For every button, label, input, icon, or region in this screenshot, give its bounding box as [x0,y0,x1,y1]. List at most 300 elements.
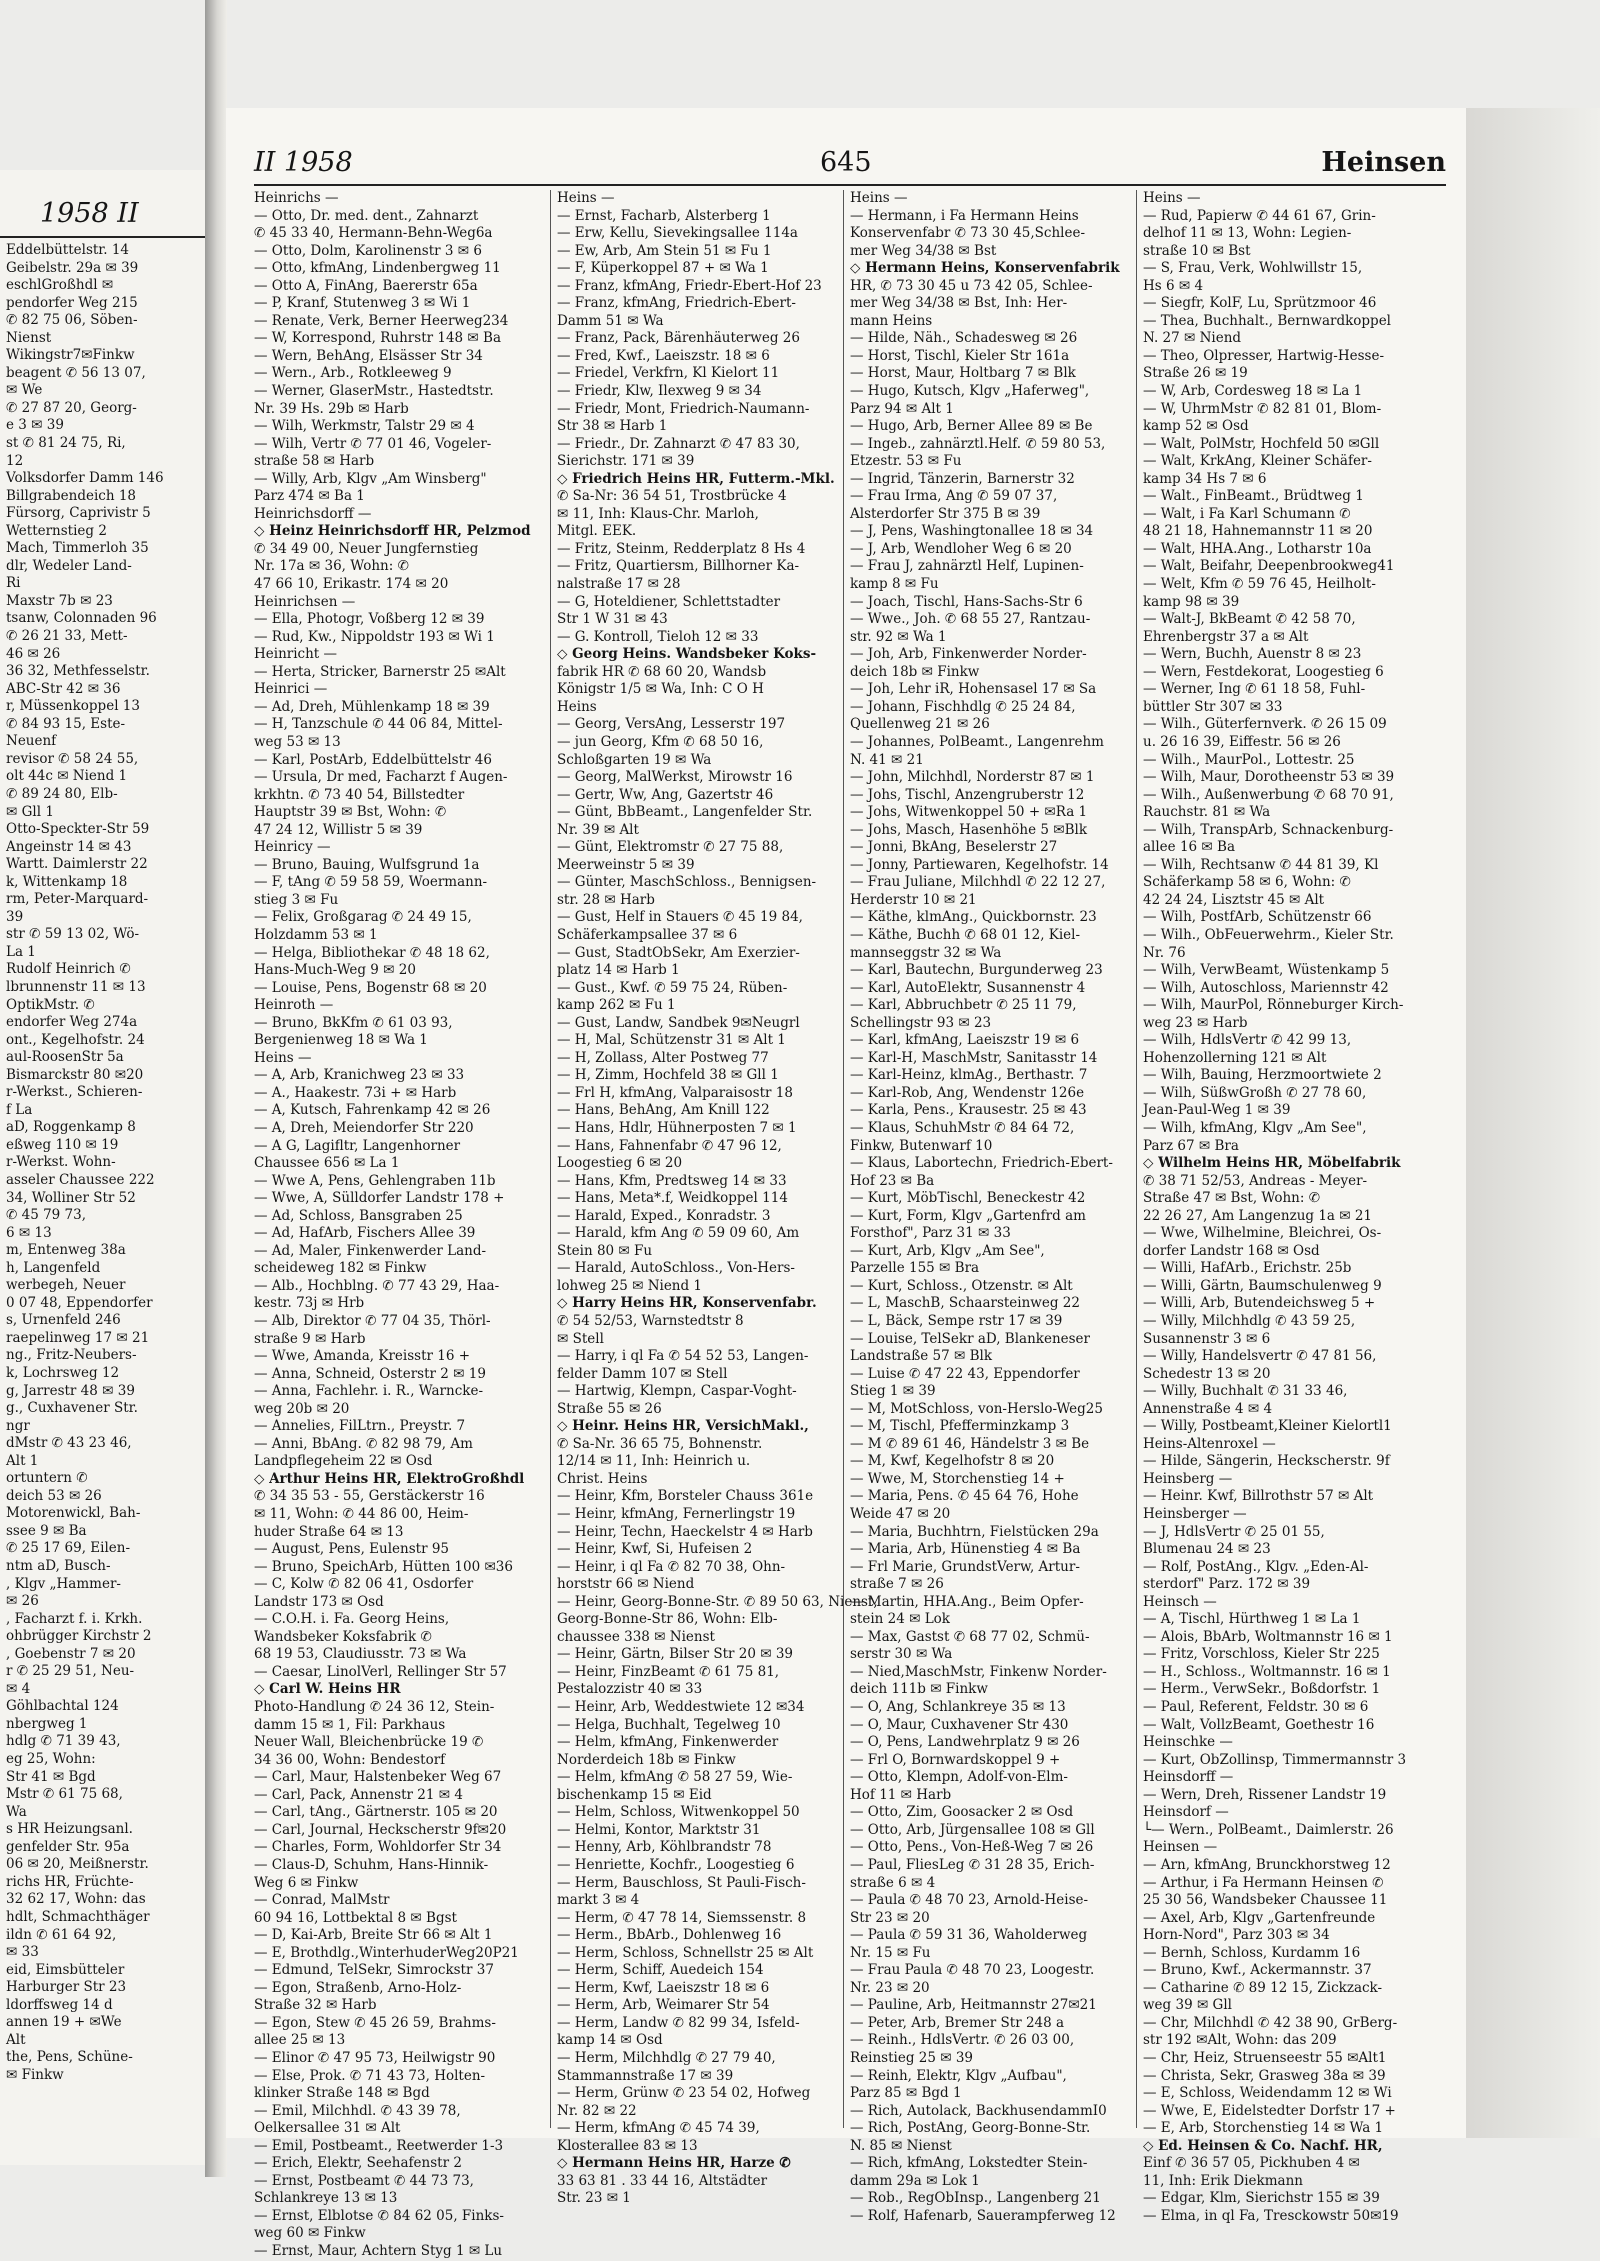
previous-page-line: ngr [6,1417,30,1434]
directory-entry-line: — Herm, Bauschloss, St Pauli-Fisch- [557,1874,806,1891]
directory-entry-line: — O, Ang, Schlankreye 35 ✉ 13 [850,1699,1066,1716]
directory-entry-line: — Claus-D, Schuhm, Hans-Hinnik- [254,1856,489,1873]
directory-entry-line: Norderdeich 18b ✉ Finkw [557,1751,736,1768]
directory-entry-line: Sierichstr. 171 ✉ 39 [557,453,695,470]
directory-entry-line: Landpflegeheim 22 ✉ Osd [254,1453,433,1470]
directory-entry-line: mer Weg 34/38 ✉ Bst [850,242,997,259]
previous-page-line: nbergweg 1 [6,1715,88,1732]
directory-entry-line: Nr. 39 ✉ Alt [557,821,639,838]
previous-page-line: ✉ 4 [6,1680,31,1697]
directory-entry-line: Einf ✆ 36 57 05, Pickhuben 4 ✉ [1143,2155,1360,2172]
directory-entry-line: — Heinr. Kwf, Billrothstr 57 ✉ Alt [1143,1488,1374,1505]
previous-page-line: ✉ 26 [6,1593,39,1610]
directory-entry-line: Parz 67 ✉ Bra [1143,1137,1239,1154]
directory-entry-line: — Hilde, Sängerin, Heckscherstr. 9f [1143,1453,1390,1470]
directory-entry-line: 47 24 12, Willistr 5 ✉ 39 [254,821,423,838]
directory-entry-line: — Karl-Heinz, klmAg., Berthastr. 7 [850,1067,1088,1084]
directory-entry-line: — Walt, i Fa Karl Schumann ✆ [1143,505,1351,522]
directory-entry-line: — Wilh, Maur, Dorotheenstr 53 ✉ 39 [1143,769,1395,786]
directory-entry-line: damm 29a ✉ Lok 1 [850,2172,980,2189]
directory-entry-line: — Hans, Kfm, Predtsweg 14 ✉ 33 [557,1172,787,1189]
directory-entry-line: — Karl, AutoElektr, Susannenstr 4 [850,979,1086,996]
directory-entry-line: — Franz, kfmAng, Friedr-Ebert-Hof 23 [557,277,822,294]
directory-entry-line: krkhtn. ✆ 73 40 54, Billstedter [254,786,465,803]
directory-entry-line: Heins — [254,1049,312,1066]
previous-page-line: La 1 [6,943,36,960]
directory-entry-line: — Ernst, Postbeamt ✆ 44 73 73, [254,2172,474,2189]
directory-entry-line: — Frl Marie, GrundstVerw, Artur- [850,1558,1080,1575]
directory-entry-line: Heinsdorff — [1143,1769,1234,1786]
directory-entry-line: 47 66 10, Erikastr. 174 ✉ 20 [254,576,449,593]
directory-entry-line: — Heinr, i ql Fa ✆ 82 70 38, Ohn- [557,1558,786,1575]
directory-entry-line: straße 7 ✉ 26 [850,1576,944,1593]
directory-entry-line: — Fritz, Quartiersm, Billhorner Ka- [557,558,800,575]
directory-entry-line: 68 19 53, Claudiusstr. 73 ✉ Wa [254,1646,467,1663]
directory-entry-line: — Hans, Hdlr, Hühnerposten 7 ✉ 1 [557,1119,797,1136]
previous-page-line: ✉ Gll 1 [6,803,54,820]
directory-entry-line: — W, Korrespond, Ruhrstr 148 ✉ Ba [254,330,501,347]
directory-entry-line: — Kurt, Form, Klgv „Gartenfrd am [850,1207,1086,1224]
directory-entry-line: — Arthur, i Fa Hermann Heinsen ✆ [1143,1874,1384,1891]
previous-page-line: dlr, Wedeler Land- [6,557,132,574]
directory-entry-line: — Annelies, FilLtrn., Preystr. 7 [254,1418,466,1435]
directory-entry-line: — Wern, Dreh, Rissener Landstr 19 [1143,1786,1387,1803]
directory-entry-line: huder Straße 64 ✉ 13 [254,1523,404,1540]
directory-entry-line: — Willi, HafArb., Erichstr. 25b [1143,1260,1352,1277]
column-2 [550,190,878,2207]
directory-entry-line: Nr. 39 Hs. 29b ✉ Harb [254,400,409,417]
directory-entry-line: — Wilh, kfmAng, Klgv „Am See", [1143,1119,1367,1136]
directory-entry-line: — Herm, Schiff, Auedeich 154 [557,1962,764,1979]
directory-entry-line: — Friedr., Dr. Zahnarzt ✆ 47 83 30, [557,435,800,452]
directory-entry-line: — Henriette, Kochfr., Loogestieg 6 [557,1856,795,1873]
previous-page-line: ✉ 33 [6,1944,39,1961]
directory-entry-line: kamp 98 ✉ 39 [1143,593,1240,610]
directory-entry-line: — Klaus, Labortechn, Friedrich-Ebert- [850,1155,1113,1172]
previous-page-line: s HR Heizungsanl. [6,1821,133,1838]
directory-entry-line: — Harald, Exped., Konradstr. 3 [557,1207,771,1224]
previous-page-line: ng., Fritz-Neubers- [6,1347,137,1364]
directory-entry-line: — Gust., Kwf. ✆ 59 75 24, Rüben- [557,979,788,996]
directory-entry-line: Hans-Much-Weg 9 ✉ 20 [254,962,416,979]
previous-page-line: 32 62 17, Wohn: das [6,1891,146,1908]
directory-entry-line: — Karl-H, MaschMstr, Sanitasstr 14 [850,1049,1098,1066]
book-spine [205,0,227,2177]
directory-entry-line: — Willi, Arb, Butendeichsweg 5 + [1143,1295,1376,1312]
directory-entry-line: — Egon, Straßenb, Arno-Holz- [254,1979,462,1996]
previous-page-line: ✆ 27 87 20, Georg- [6,399,137,416]
directory-entry-line: — Karl, kfmAng, Laeiszstr 19 ✉ 6 [850,1032,1080,1049]
directory-entry-line: — Conrad, MalMstr [254,1892,390,1909]
directory-entry-line: — Frl O, Bornwardskoppel 9 + [850,1751,1061,1768]
directory-entry-line: Quellenweg 21 ✉ 26 [850,716,990,733]
page-header [254,144,1446,186]
directory-entry-line: Hs 6 ✉ 4 [1143,277,1204,294]
previous-page-line: 06 ✉ 20, Meißnerstr. [6,1856,149,1873]
previous-page-line: Nienst [6,329,52,346]
directory-entry-line: — A, Kutsch, Fahrenkamp 42 ✉ 26 [254,1102,491,1119]
directory-entry-line: — Willi, Gärtn, Baumschulenweg 9 [1143,1277,1382,1294]
directory-entry-line: Straße 26 ✉ 19 [1143,365,1248,382]
directory-entry-line: — Nied,MaschMstr, Finkenw Norder- [850,1663,1107,1680]
directory-entry-line: — Willy, Handelsvertr ✆ 47 81 56, [1143,1348,1377,1365]
directory-entry-line: — Joh, Lehr iR, Hohensasel 17 ✉ Sa [850,681,1097,698]
directory-entry-line: Stieg 1 ✉ 39 [850,1383,936,1400]
directory-entry-line: — M ✆ 89 61 46, Händelstr 3 ✉ Be [850,1435,1090,1452]
directory-entry-line: — Max, Gastst ✆ 68 77 02, Schmü- [850,1628,1090,1645]
previous-page-line: Göhlbachtal 124 [6,1698,119,1715]
previous-page-line: ssee 9 ✉ Ba [6,1522,87,1539]
directory-entry-line: — F, Küperkoppel 87 + ✉ Wa 1 [557,260,769,277]
directory-entry-line: Str. 23 ✉ 1 [557,2190,631,2207]
directory-entry-line: — Otto, Pens., Von-Heß-Weg 7 ✉ 26 [850,1839,1094,1856]
previous-page-line: Wartt. Daimlerstr 22 [6,856,148,873]
directory-entry-line: Weg 6 ✉ Finkw [254,1874,359,1891]
directory-entry-line: — Wwe., Joh. ✆ 68 55 27, Rantzau- [850,611,1091,628]
directory-entry-line: — Heinr, Kfm, Borsteler Chauss 361e [557,1488,814,1505]
directory-entry-line: — E, Brothdlg.,WinterhuderWeg20P21 [254,1944,519,1961]
directory-entry-line: — Frl H, kfmAng, Valparaisostr 18 [557,1084,793,1101]
previous-page-line: Mstr ✆ 61 75 68, [6,1786,123,1803]
directory-entry-line: — Maria, Pens. ✆ 45 64 76, Hohe [850,1488,1079,1505]
directory-entry-line: — Louise, Pens, Bogenstr 68 ✉ 20 [254,979,487,996]
previous-page-line: Wikingstr7✉Finkw [6,347,135,364]
directory-entry-line: — Wern, Buchh, Auenstr 8 ✉ 23 [1143,646,1362,663]
directory-entry-line: — Frau Irma, Ang ✆ 59 07 37, [850,488,1058,505]
directory-entry-line: Nr. 76 [1143,944,1186,961]
directory-page [226,108,1466,2259]
directory-entry-line: — Wilh., Außenwerbung ✆ 68 70 91, [1143,786,1394,803]
directory-entry-line: — Helga, Bibliothekar ✆ 48 18 62, [254,944,490,961]
directory-entry-line: — Rob., RegObInsp., Langenberg 21 [850,2190,1101,2207]
directory-entry-line: — Thea, Buchhalt., Bernwardkoppel [1143,312,1391,329]
directory-entry-line: — Bruno, SpeichArb, Hütten 100 ✉36 [254,1558,513,1575]
directory-entry-line: — Herm, Arb, Weimarer Str 54 [557,1997,770,2014]
directory-entry-line: Susannenstr 3 ✉ 6 [1143,1330,1271,1347]
directory-entry-line: — Ad, HafArb, Fischers Allee 39 [254,1225,476,1242]
directory-entry-line: — Otto, kfmAng, Lindenbergweg 11 [254,260,501,277]
previous-page-line: s, Urnenfeld 246 [6,1312,121,1329]
directory-entry-line: 22 26 27, Am Langenzug 1a ✉ 21 [1143,1207,1373,1224]
directory-entry-line: — Theo, Olpresser, Hartwig-Hesse- [1143,347,1385,364]
directory-entry-line: allee 16 ✉ Ba [1143,839,1235,856]
directory-entry-line: — Frau Paula ✆ 48 70 23, Loogestr. [850,1962,1095,1979]
directory-entry-line: — Otto, Arb, Jürgensallee 108 ✉ Gll [850,1821,1095,1838]
directory-entry-line: ✆ 45 33 40, Hermann-Behn-Weg6a [254,225,493,242]
directory-entry-line: — Anni, BbAng. ✆ 82 98 79, Am [254,1435,473,1452]
directory-entry-line: — Kurt, Arb, Klgv „Am See", [850,1242,1045,1259]
directory-entry-line: — Ingeb., zahnärztl.Helf. ✆ 59 80 53, [850,435,1106,452]
directory-entry-line: — Herm, Grünw ✆ 23 54 02, Hofweg [557,2085,811,2102]
directory-entry-line: ◇ Hermann Heins HR, Harze ✆ [557,2155,791,2172]
directory-entry-line: Alsterdorfer Str 375 B ✉ 39 [850,505,1041,522]
directory-entry-line: — Frau J, zahnärztl Helf, Lupinen- [850,558,1084,575]
directory-entry-line: mann Heins [850,312,933,329]
directory-entry-line: 34 36 00, Wohn: Bendestorf [254,1751,446,1768]
previous-page-line: olt 44c ✉ Niend 1 [6,768,128,785]
previous-page-line: aul-RoosenStr 5a [6,1049,124,1066]
previous-page-line: Bismarckstr 80 ✉20 [6,1066,144,1083]
directory-entry-line: — Christa, Sekr, Grasweg 38a ✉ 39 [1143,2067,1386,2084]
previous-page-line: ✆ 82 75 06, Söben- [6,312,138,329]
directory-entry-line: — Pauline, Arb, Heitmannstr 27✉21 [850,1997,1097,2014]
previous-page-line: eid, Eimsbütteler [6,1961,125,1978]
directory-entry-line: — Erich, Elektr, Seehafenstr 2 [254,2155,462,2172]
directory-entry-line: — Horst, Tischl, Kieler Str 161a [850,347,1070,364]
directory-entry-line: — A, Dreh, Meiendorfer Str 220 [254,1119,474,1136]
directory-entry-line: 25 30 56, Wandsbeker Chaussee 11 [1143,1892,1388,1909]
directory-entry-line: — Willy, Milchhdlg ✆ 43 59 25, [1143,1313,1356,1329]
previous-page-line: , Goebenstr 7 ✉ 20 [6,1645,136,1662]
directory-entry-line: — Elinor ✆ 47 95 73, Heilwigstr 90 [254,2049,496,2066]
directory-entry-line: horststr 66 ✉ Niend [557,1576,695,1593]
directory-entry-line: Heinsch — [1143,1593,1217,1610]
directory-entry-line: — Joach, Tischl, Hans-Sachs-Str 6 [850,593,1083,610]
directory-entry-line: büttler Str 307 ✉ 33 [1143,698,1283,715]
directory-entry-line: — Axel, Arb, Klgv „Gartenfreunde [1143,1909,1376,1926]
directory-entry-line: — Fritz, Steinm, Redderplatz 8 Hs 4 [557,540,806,557]
directory-entry-line: — Chr, Milchhdl ✆ 42 38 90, GrBerg- [1143,2014,1398,2031]
directory-entry-line: ◇ Arthur Heins HR, ElektroGroßhdl [254,1470,525,1487]
directory-entry-line: Heins [557,698,597,715]
previous-page-line: ✆ 25 17 69, Eilen- [6,1540,131,1557]
previous-page-line: Volksdorfer Damm 146 [6,470,164,487]
directory-entry-line: kestr. 73j ✉ Hrb [254,1295,365,1312]
directory-entry-line: — Rud, Papierw ✆ 44 61 67, Grin- [1143,207,1376,224]
directory-entry-line: — Bruno, Kwf., Ackermannstr. 37 [1143,1962,1372,1979]
directory-entry-line: — H, Tanzschule ✆ 44 06 84, Mittel- [254,716,503,733]
directory-entry-line: — Herta, Stricker, Barnerstr 25 ✉Alt [254,663,506,680]
directory-entry-line: Landstraße 57 ✉ Blk [850,1348,992,1365]
directory-entry-line: Heins — [557,190,615,206]
directory-entry-line: — Willy, Arb, Klgv „Am Winsberg" [254,470,487,487]
previous-page-line: raepelinweg 17 ✉ 21 [6,1329,150,1346]
directory-entry-line: — Jonni, BkAng, Beselerstr 27 [850,839,1058,856]
directory-entry-line: — Herm, Schloss, Schnellstr 25 ✉ Alt [557,1944,814,1961]
directory-entry-line: Heinrichsen — [254,593,356,610]
directory-entry-line: — Walt., FinBeamt., Brüdtweg 1 [1143,488,1364,505]
directory-entry-line: delhof 11 ✉ 13, Wohn: Legien- [1143,225,1352,242]
directory-entry-line: — Bruno, Bauing, Wulfsgrund 1a [254,856,480,873]
directory-entry-line: Finkw, Butenwarf 10 [850,1137,993,1154]
directory-entry-line: — Rich, PostAng, Georg-Bonne-Str. [850,2120,1091,2137]
directory-entry-line: — Harry, i ql Fa ✆ 54 52 53, Langen- [557,1348,809,1365]
previous-page-edge [0,170,205,2165]
directory-entry-line: — Ad, Maler, Finkenwerder Land- [254,1242,487,1259]
directory-entry-line: — Jonny, Partiewaren, Kegelhofstr. 14 [850,856,1109,873]
directory-entry-line: — Edgar, Klm, Sierichstr 155 ✉ 39 [1143,2190,1380,2207]
directory-entry-line: — Helga, Buchhalt, Tegelweg 10 [557,1716,781,1733]
directory-entry-line: — Wern, Festdekorat, Loogestieg 6 [1143,663,1384,680]
directory-entry-line: u. 26 16 39, Eiffestr. 56 ✉ 26 [1143,733,1341,750]
directory-entry-line: — Klaus, SchuhMstr ✆ 84 64 72, [850,1119,1075,1136]
previous-page-line: ABC-Str 42 ✉ 36 [6,680,121,697]
directory-entry-line: — Martin, HHA.Ang., Beim Opfer- [850,1593,1084,1610]
directory-entry-line: — Hugo, Kutsch, Klgv „Haferweg", [850,383,1090,400]
directory-entry-line: Blumenau 24 ✉ 23 [1143,1541,1271,1558]
directory-entry-line: 12/14 ✉ 11, Inh: Heinrich u. [557,1453,751,1470]
directory-entry-line: Wandsbeker Koksfabrik ✆ [254,1628,432,1645]
directory-entry-line: Schlankreye 13 ✉ 13 [254,2190,398,2207]
directory-entry-line: str 192 ✉Alt, Wohn: das 209 [1143,2032,1337,2049]
directory-entry-line: — Gust, StadtObSekr, Am Exerzier- [557,944,800,961]
directory-entry-line: Mitgl. EEK. [557,523,637,540]
directory-entry-line: damm 15 ✉ 1, Fil: Parkhaus [254,1716,446,1733]
directory-entry-line: ✆ Sa-Nr: 36 54 51, Trostbrücke 4 [557,488,787,505]
directory-entry-line: Konservenfabr ✆ 73 30 45,Schlee- [850,225,1086,242]
directory-entry-line: — Kurt, Schloss., Otzenstr. ✉ Alt [850,1277,1073,1294]
directory-entry-line: — Charles, Form, Wohldorfer Str 34 [254,1839,502,1856]
previous-page-line: ntm aD, Busch- [6,1558,111,1575]
previous-page-line: m, Entenweg 38a [6,1242,126,1259]
directory-entry-line: Parz 94 ✉ Alt 1 [850,400,954,417]
directory-entry-line: ✆ 34 35 53 - 55, Gerstäckerstr 16 [254,1488,485,1505]
directory-entry-line: — Maria, Buchhtrn, Fielstücken 29a [850,1523,1099,1540]
previous-page-line: h, Langenfeld [6,1259,101,1276]
directory-entry-line: Heinsberger — [1143,1506,1247,1523]
directory-entry-line: Stein 80 ✉ Fu [557,1242,653,1259]
directory-entry-line: — Catharine ✆ 89 12 15, Zickzack- [1143,1979,1383,1996]
directory-entry-line: — E, Arb, Storchenstieg 14 ✉ Wa 1 [1143,2120,1384,2137]
previous-page-line: ✆ 45 79 73, [6,1207,87,1224]
directory-entry-line: sterdorf" Parz. 172 ✉ 39 [1143,1576,1311,1593]
directory-entry-line: — Wilh., MaurPol., Lottestr. 25 [1143,751,1355,768]
directory-entry-line: — Otto, Klempn, Adolf-von-Elm- [850,1769,1068,1786]
directory-entry-line: bischenkamp 15 ✉ Eid [557,1786,712,1803]
previous-page-line: ldorffsweg 14 d [6,1996,113,2013]
directory-entry-line: — Wilh, VerwBeamt, Wüstenkamp 5 [1143,962,1390,979]
directory-entry-line: — H, Mal, Schützenstr 31 ✉ Alt 1 [557,1032,786,1049]
directory-entry-line: — Heinr, kfmAng, Fernerlingstr 19 [557,1506,796,1523]
directory-entry-line: — Helm, Schloss, Witwenkoppel 50 [557,1804,800,1821]
directory-entry-line: straße 9 ✉ Harb [254,1330,366,1347]
directory-entry-line: Hohenzollerning 121 ✉ Alt [1143,1049,1327,1066]
directory-entry-line: Horn-Nord", Parz 303 ✉ 34 [1143,1927,1330,1944]
directory-entry-line: — Renate, Verk, Berner Heerweg234 [254,312,509,329]
directory-entry-line: — Walt, Beifahr, Deepenbrookweg41 [1143,558,1395,575]
directory-entry-line: — O, Pens, Landwehrplatz 9 ✉ 26 [850,1734,1080,1751]
directory-entry-line: — Günt, Elektromstr ✆ 27 75 88, [557,839,784,856]
directory-entry-line: ✉ 11, Inh: Klaus-Chr. Marloh, [557,505,759,522]
directory-entry-line: — Siegfr, KolF, Lu, Sprützmoor 46 [1143,295,1377,312]
directory-entry-line: — Wwe, E, Eidelstedter Dorfstr 17 + [1143,2102,1396,2119]
directory-entry-line: — Wilh, Bauing, Herzmoortwiete 2 [1143,1067,1382,1084]
previous-page-line: 6 ✉ 13 [6,1224,52,1241]
previous-page-line: r-Werkst. Wohn- [6,1154,116,1171]
directory-entry-line: kamp 262 ✉ Fu 1 [557,997,676,1014]
previous-page-line: OptikMstr. ✆ [6,996,95,1013]
directory-entry-line: — Hugo, Arb, Berner Allee 89 ✉ Be [850,418,1093,435]
directory-entry-line: Heinsdorf — [1143,1804,1229,1821]
directory-entry-line: — Luise ✆ 47 22 43, Eppendorfer [850,1365,1080,1382]
directory-entry-line: scheideweg 182 ✉ Finkw [254,1260,427,1277]
directory-entry-line: — Ad, Schloss, Bansgraben 25 [254,1207,463,1224]
column-3 [843,190,1134,2224]
previous-page-line: 12 [6,452,24,469]
directory-entry-line: str. 28 ✉ Harb [557,891,655,908]
directory-entry-line: straße 6 ✉ 4 [850,1874,936,1891]
directory-entry-line: Heinsberg — [1143,1470,1233,1487]
directory-entry-line: Schloßgarten 19 ✉ Wa [557,751,712,768]
directory-entry-line: klinker Straße 148 ✉ Bgd [254,2085,430,2102]
directory-entry-line: — Franz, Pack, Bärenhäuterweg 26 [557,330,800,347]
directory-entry-line: — Günt, BbBeamt., Langenfelder Str. [557,804,813,821]
directory-entry-line: — Harald, kfm Ang ✆ 59 09 60, Am [557,1225,800,1242]
previous-page-line: Alt 1 [6,1452,39,1469]
previous-page-line: Motorenwickl, Bah- [6,1505,141,1522]
directory-entry-line: — Ursula, Dr med, Facharzt f Augen- [254,769,508,786]
directory-entry-line: — H, Zimm, Hochfeld 38 ✉ Gll 1 [557,1067,779,1084]
directory-entry-line: — Paula ✆ 48 70 23, Arnold-Heise- [850,1892,1089,1909]
previous-page-line: aD, Roggenkamp 8 [6,1119,136,1136]
directory-entry-line: Reinstieg 25 ✉ 39 [850,2049,974,2066]
directory-entry-line: — Ad, Dreh, Mühlenkamp 18 ✉ 39 [254,698,490,715]
directory-entry-line: stieg 3 ✉ Fu [254,891,339,908]
directory-entry-line: — Ernst, Maur, Achtern Styg 1 ✉ Lu [254,2242,503,2259]
previous-page-line: g., Cuxhavener Str. [6,1400,138,1417]
previous-page-line: eschlGroßhdl ✉ [6,277,114,294]
previous-page-line: Wetternstieg 2 [6,522,107,539]
previous-page-line: werbegeh, Neuer [6,1277,126,1294]
previous-page-line: ildn ✆ 61 64 92, [6,1926,117,1943]
directory-entry-line: — Johs, Tischl, Anzengruberstr 12 [850,786,1085,803]
previous-page-line: asseler Chaussee 222 [6,1171,155,1188]
previous-page-line: , Facharzt f. i. Krkh. [6,1610,143,1627]
directory-entry-line: ◇ Heinz Heinrichsdorff HR, Pelzmod [254,523,531,540]
directory-entry-line: — M, Tischl, Pfefferminzkamp 3 [850,1418,1070,1435]
directory-entry-line: — Wwe, A, Sülldorfer Landstr 178 + [254,1190,505,1207]
directory-entry-line: Hof 11 ✉ Harb [850,1786,952,1803]
directory-entry-line: — Maria, Arb, Hünenstieg 4 ✉ Ba [850,1541,1081,1558]
directory-entry-line: — Ella, Photogr, Voßberg 12 ✉ 39 [254,611,485,628]
directory-entry-line: — Herm, kfmAng ✆ 45 74 39, [557,2120,760,2137]
previous-page-line: Neuenf [6,733,57,750]
previous-page-line: ✆ 89 24 80, Elb- [6,785,118,802]
previous-page-line: Mach, Timmerloh 35 [6,540,149,557]
directory-entry-line: Heins — [850,190,908,206]
directory-entry-line: kamp 52 ✉ Osd [1143,418,1249,435]
previous-page-line: hdlg ✆ 71 39 43, [6,1733,121,1750]
directory-entry-line: Parz 85 ✉ Bgd 1 [850,2085,962,2102]
directory-entry-line: — Willy, Postbeamt,Kleiner Kielortl1 [1143,1418,1392,1435]
directory-entry-line: — Reinh, Elektr, Klgv „Aufbau", [850,2067,1067,2084]
previous-page-line: Fürsorg, Caprivistr 5 [6,505,151,522]
directory-entry-line: — Chr, Heiz, Struenseestr 55 ✉Alt1 [1143,2049,1387,2066]
directory-entry-line: — Bruno, BkKfm ✆ 61 03 93, [254,1014,453,1031]
directory-entry-line: — Bernh, Schloss, Kurdamm 16 [1143,1944,1361,1961]
directory-entry-line: Hauptstr 39 ✉ Bst, Wohn: ✆ [254,804,447,821]
directory-entry-line: — Wern, BehAng, Elsässer Str 34 [254,347,483,364]
previous-page-line: r-Werkst., Schieren- [6,1084,143,1101]
previous-page-line: st ✆ 81 24 75, Ri, [6,435,126,452]
directory-entry-line: — Otto, Dolm, Karolinenstr 3 ✉ 6 [254,242,482,259]
directory-entry-line: str. 92 ✉ Wa 1 [850,628,947,645]
directory-entry-line: ◇ Friedrich Heins HR, Futterm.-Mkl. [557,470,835,487]
directory-entry-line: — Elma, in ql Fa, Tresckowstr 50✉19 [1143,2207,1399,2224]
directory-entry-line: lohweg 25 ✉ Niend 1 [557,1277,703,1294]
directory-entry-line: Schäferkamp 58 ✉ 6, Wohn: ✆ [1143,874,1351,891]
previous-page-rule [0,236,205,238]
directory-entry-line: Nr. 15 ✉ Fu [850,1944,931,1961]
previous-page-line: eßweg 110 ✉ 19 [6,1136,119,1153]
directory-entry-line: — Herm., VerwSekr., Boßdorfstr. 1 [1143,1681,1381,1698]
directory-entry-line: Str 38 ✉ Harb 1 [557,418,668,435]
directory-entry-line: — Wilh, Autoschloss, Mariennstr 42 [1143,979,1389,996]
directory-entry-line: ✉ 11, Wohn: ✆ 44 86 00, Heim- [254,1506,469,1523]
directory-entry-line: Str 1 W 31 ✉ 43 [557,611,668,628]
directory-entry-line: — Helm, kfmAng, Finkenwerder [557,1734,779,1751]
previous-page-line: Angeinstr 14 ✉ 43 [6,838,132,855]
